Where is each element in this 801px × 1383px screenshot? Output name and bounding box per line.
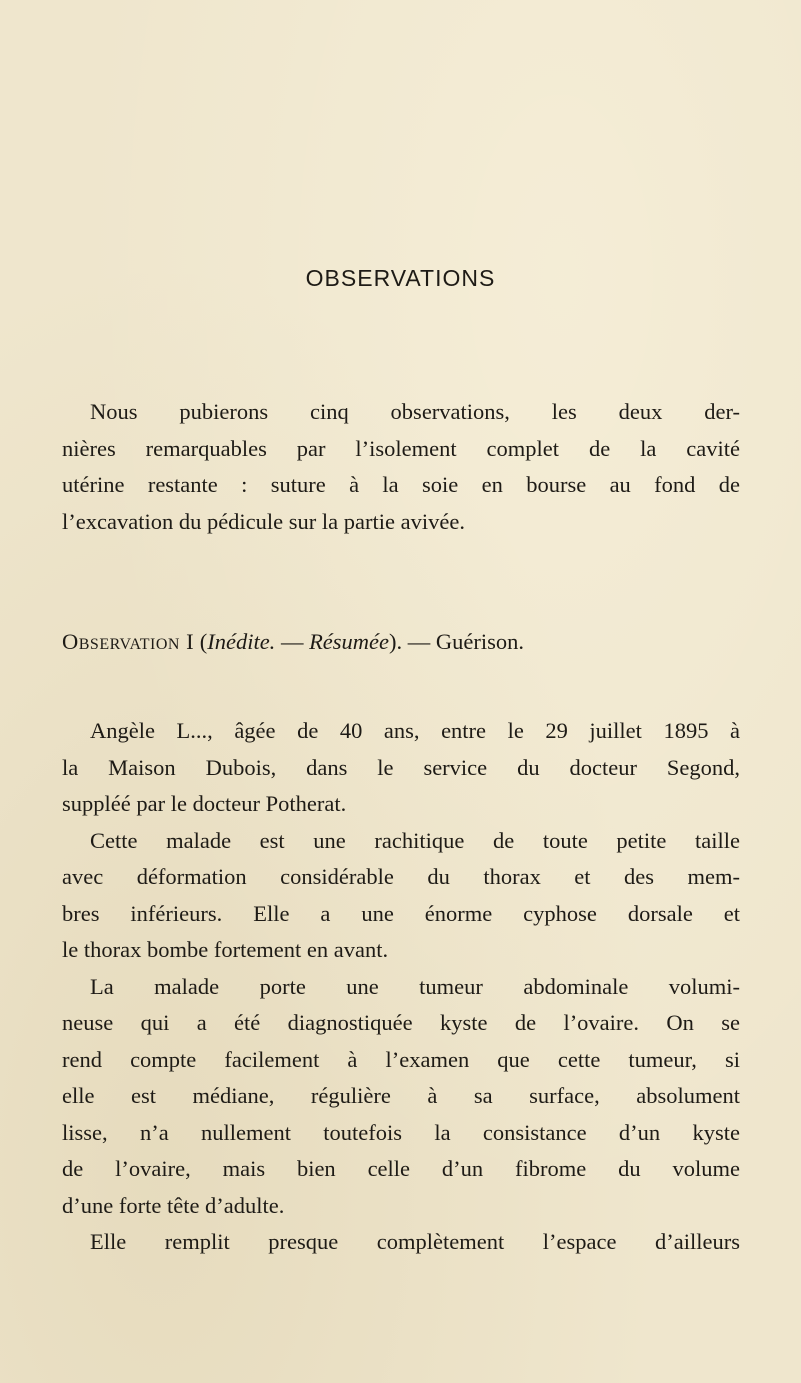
case-line: avec déformation considérable du thorax et des mem- xyxy=(62,864,740,889)
case-line: neuse qui a été diagnostiquée kyste de l’ovaire. On se xyxy=(62,1010,740,1035)
case-line: d’une forte tête d’adulte. xyxy=(62,1192,285,1218)
intro-line: utérine restante : suture à la soie en bourse au fond de xyxy=(62,472,740,497)
intro-line: Nous pubierons cinq observations, les deux der- xyxy=(90,399,740,424)
intro-line: nières remarquables par l’isolement complet de la cavité xyxy=(62,435,740,461)
observation-label: Observation I xyxy=(62,629,195,654)
intro-line: l’excavation du pédicule sur la partie avivée. xyxy=(62,508,465,534)
case-line: Angèle L..., âgée de 40 ans, entre le 29 juillet 1895 à xyxy=(90,718,740,743)
case-line: la Maison Dubois, dans le service du docteur Segond, xyxy=(62,754,740,780)
observation-outcome: Guérison. xyxy=(435,629,525,654)
case-line: elle est médiane, régulière à sa surface, absolument xyxy=(62,1083,740,1108)
observation-dash-1: — xyxy=(275,629,310,654)
observation-dash-2: — xyxy=(402,629,436,654)
case-line: suppléé par le docteur Potherat. xyxy=(62,791,347,816)
case-line: Cette malade est une rachitique de toute petite taille xyxy=(90,827,740,853)
observation-title xyxy=(62,629,740,655)
observation-paren-open: ( xyxy=(199,629,208,654)
page-heading: OBSERVATIONS xyxy=(305,265,496,291)
observation-paren-close: ). xyxy=(389,629,403,654)
observation-summarized: Résumée xyxy=(309,629,390,654)
case-line: bres inférieurs. Elle a une énorme cyphose dorsale et xyxy=(62,900,740,926)
case-line: lisse, n’a nullement toutefois la consistance d’un kyste xyxy=(62,1119,740,1145)
intro-paragraph xyxy=(62,394,740,540)
case-line: rend compte facilement à l’examen que cette tumeur, si xyxy=(62,1046,740,1072)
case-body xyxy=(62,713,740,1261)
case-line: La malade porte une tumeur abdominale volumi- xyxy=(90,973,740,999)
observation-unpublished: Inédite. xyxy=(207,629,276,654)
case-line: Elle remplit presque complètement l’espace d’ailleurs xyxy=(90,1229,740,1254)
case-line: de l’ovaire, mais bien celle d’un fibrome du volume xyxy=(62,1156,740,1181)
case-line: le thorax bombe fortement en avant. xyxy=(62,937,389,962)
